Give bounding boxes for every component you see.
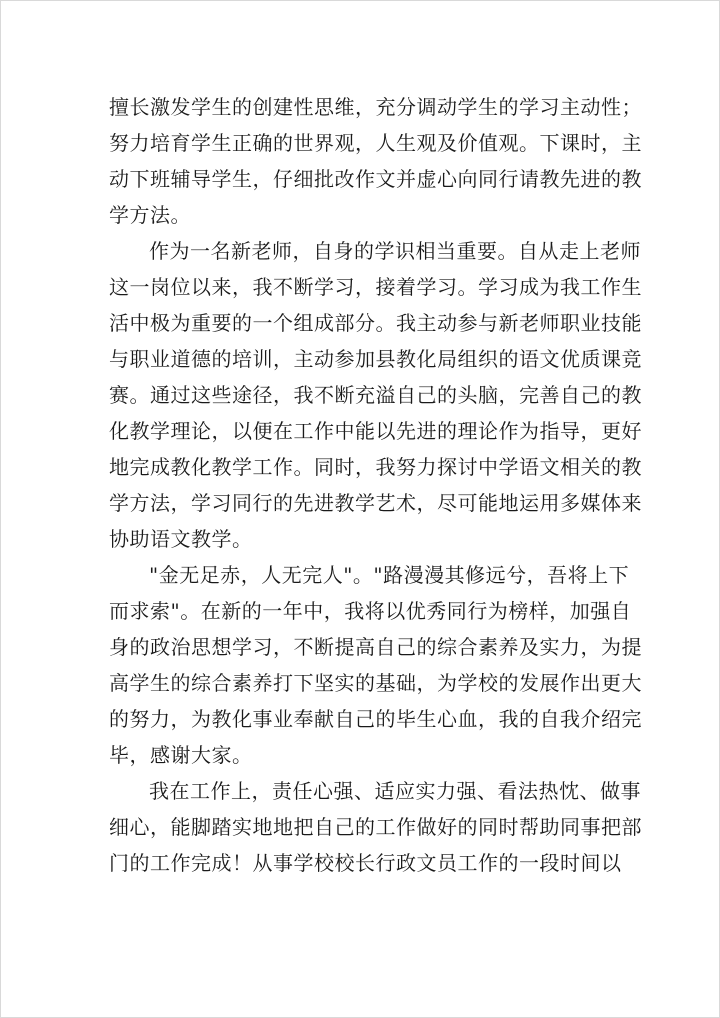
text-line: 学方法。 [109,203,191,227]
text-line: 动下班辅导学生，仔细批改作文并虚心向同行请教先进的教 [109,167,642,191]
text-line: 我在工作上，责任心强、适应实力强、看法热忱、做事 [149,779,641,803]
text-line: 赛。通过这些途径，我不断充溢自己的头脑，完善自己的教 [109,383,642,407]
text-line: 细心，能脚踏实地地把自己的工作做好的同时帮助同事把部 [109,815,642,839]
text-line: 化教学理论，以便在工作中能以先进的理论作为指导，更好 [109,419,642,443]
text-line: 作为一名新老师，自身的学识相当重要。自从走上老师 [149,239,641,263]
paragraph-3 [109,557,642,773]
paragraph-1 [109,89,642,233]
text-line: 身的政治思想学习，不断提高自己的综合素养及实力，为提 [109,635,642,659]
text-line: 学方法，学习同行的先进教学艺术，尽可能地运用多媒体来 [109,491,642,515]
text-line: 的努力，为教化事业奉献自己的毕生心血，我的自我介绍完 [109,707,642,731]
text-line: 活中极为重要的一个组成部分。我主动参与新老师职业技能 [109,311,642,335]
text-line: 努力培育学生正确的世界观，人生观及价值观。下课时，主 [109,131,642,155]
text-line: 擅长激发学生的创建性思维，充分调动学生的学习主动性； [109,95,642,119]
text-line: 而求索"。在新的一年中，我将以优秀同行为榜样，加强自 [109,599,632,623]
text-line: 毕，感谢大家。 [109,743,253,767]
paragraph-2 [109,233,642,557]
text-line: 高学生的综合素养打下坚实的基础，为学校的发展作出更大 [109,671,642,695]
paragraph-4 [109,773,642,881]
text-line: 与职业道德的培训，主动参加县教化局组织的语文优质课竞 [109,347,642,371]
text-line: 地完成教化教学工作。同时，我努力探讨中学语文相关的教 [109,455,642,479]
text-line: 这一岗位以来，我不断学习，接着学习。学习成为我工作生 [109,275,642,299]
document-body [109,89,642,881]
text-line: 门的工作完成！从事学校校长行政文员工作的一段时间以 [109,851,622,875]
text-line: "金无足赤，人无完人"。"路漫漫其修远兮，吾将上下 [149,563,630,587]
text-line: 协助语文教学。 [109,527,253,551]
